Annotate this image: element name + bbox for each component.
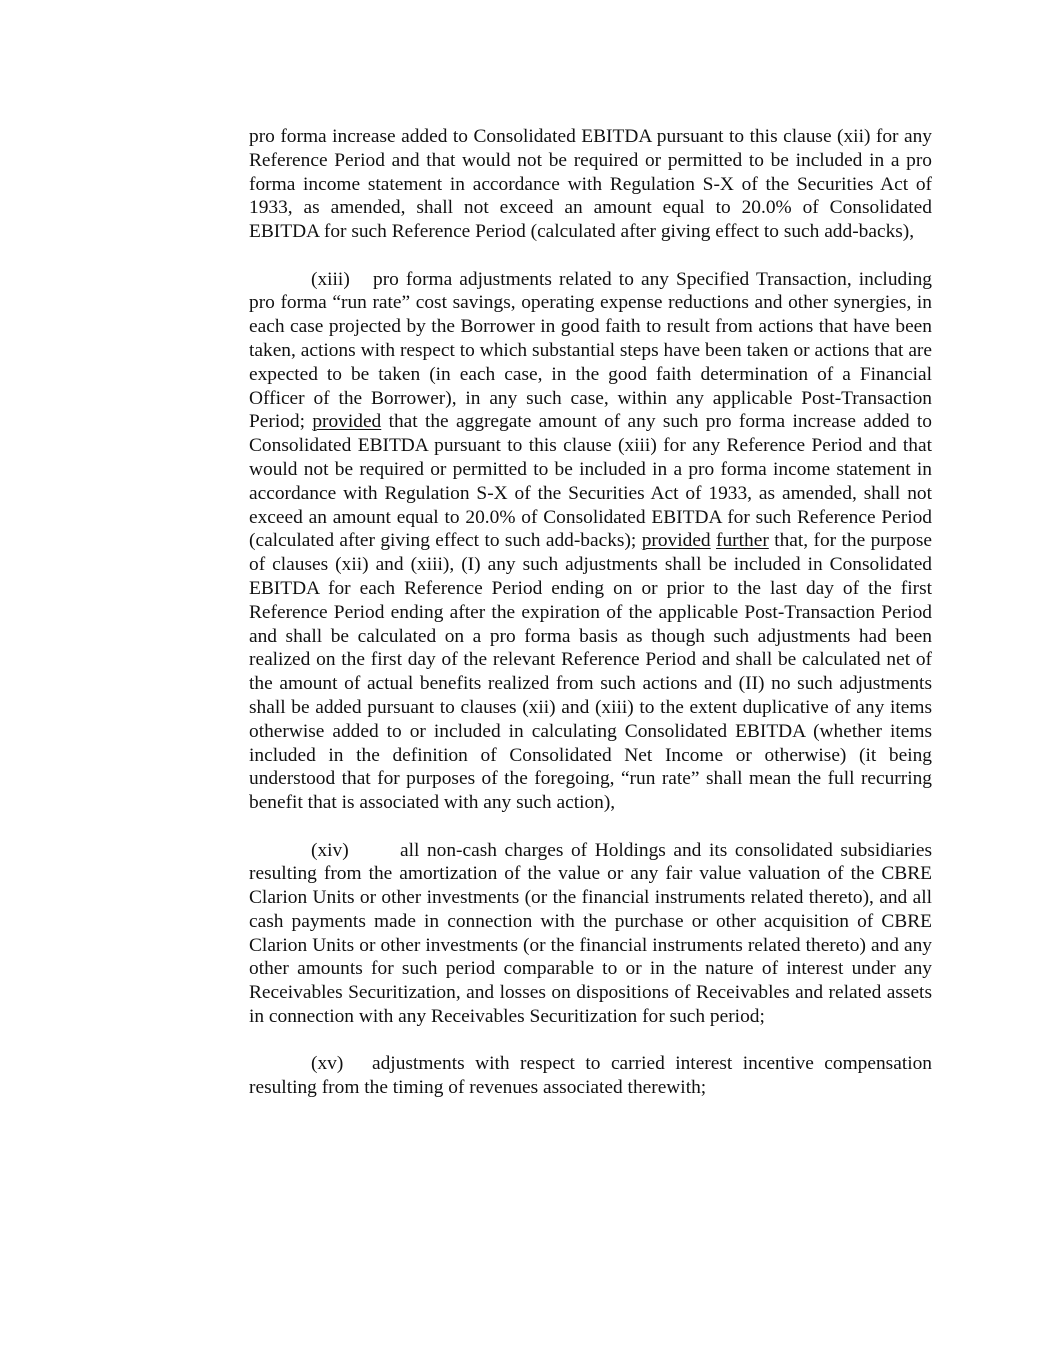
document-page	[249, 125, 932, 1124]
paragraph-text: all non-cash charges of Holdings and its consolidated subsidiaries resulting from the amortization of the value or any fair value valuation of the CBRE Clarion Units or other investments (or the financial instruments related thereto), and all cash payments made in connection with the purchase or other acquisition of CBRE Clarion Units or other investments (or the financial instruments related thereto) and any other amounts for such period comparable to or in the nature of interest under any Receivables Securitization, and losses on dispositions of Receivables and related assets in connection with any Receivables Securitization for such period;	[249, 839, 932, 1028]
underlined-term-provided: provided	[312, 411, 382, 433]
clause-label: (xiv)	[311, 839, 349, 861]
clause-label: (xiii)	[311, 268, 350, 290]
paragraph-text: adjustments with respect to carried interest incentive compensation resulting from the timing of revenues associated therewith;	[249, 1053, 932, 1099]
paragraph-text: pro forma adjustments related to any Specified Transaction, including pro forma “run rate” cost savings, operating expense reductions and other synergies, in each case projected by the Borrower in good faith to result from actions that have been taken, actions with respect to which substantial steps have been taken or actions that are expected to be taken (in each case, in the good faith determination of a Financial Officer of the Borrower), in any such case, within any applicable Post-Transaction Period;	[249, 268, 932, 433]
clause-label: (xv)	[311, 1053, 344, 1075]
underlined-term-provided: provided	[641, 530, 711, 552]
paragraph-text: pro forma increase added to Consolidated EBITDA pursuant to this clause (xii) for any Reference Period and that would not be required or permitted to be included in a pro forma income statement in accordance with Regulation S-X of the Securities Act of 1933, as amended, shall not exceed an amount equal to 20.0% of Consolidated EBITDA for such Reference Period (calculated after giving effect to such add-backs),	[249, 126, 932, 243]
paragraph-text: that the aggregate amount of any such pro forma increase added to Consolidated EBITDA pursuant to this clause (xiii) for any Reference Period and that would not be required or permitted to be included in a pro forma income statement in accordance with Regulation S-X of the Securities Act of 1933, as amended, shall not exceed an amount equal to 20.0% of Consolidated EBITDA for such Reference Period (calculated after giving effect to such add-backs);	[249, 411, 932, 552]
paragraph-text: that, for the purpose of clauses (xii) and (xiii), (I) any such adjustments shall be included in Consolidated EBITDA for each Reference Period ending on or prior to the last day of the first Reference Period ending after the expiration of the applicable Post-Transaction Period and shall be calculated on a pro forma basis as though such adjustments had been realized on the first day of the relevant Reference Period and shall be calculated net of the amount of actual benefits realized from such actions and (II) no such adjustments shall be added pursuant to clauses (xii) and (xiii) to the extent duplicative of any items otherwise added to or included in calculating Consolidated EBITDA (whether items included in the definition of Consolidated Net Income or otherwise) (it being understood that for purposes of the foregoing, “run rate” shall mean the full recurring benefit that is associated with any such action),	[249, 530, 932, 814]
paragraph-xii-continuation	[249, 125, 932, 244]
paragraph-clause-xiii	[249, 268, 932, 815]
paragraph-clause-xiv	[249, 839, 932, 1029]
underlined-term-further: further	[716, 530, 769, 552]
paragraph-clause-xv	[249, 1052, 932, 1100]
